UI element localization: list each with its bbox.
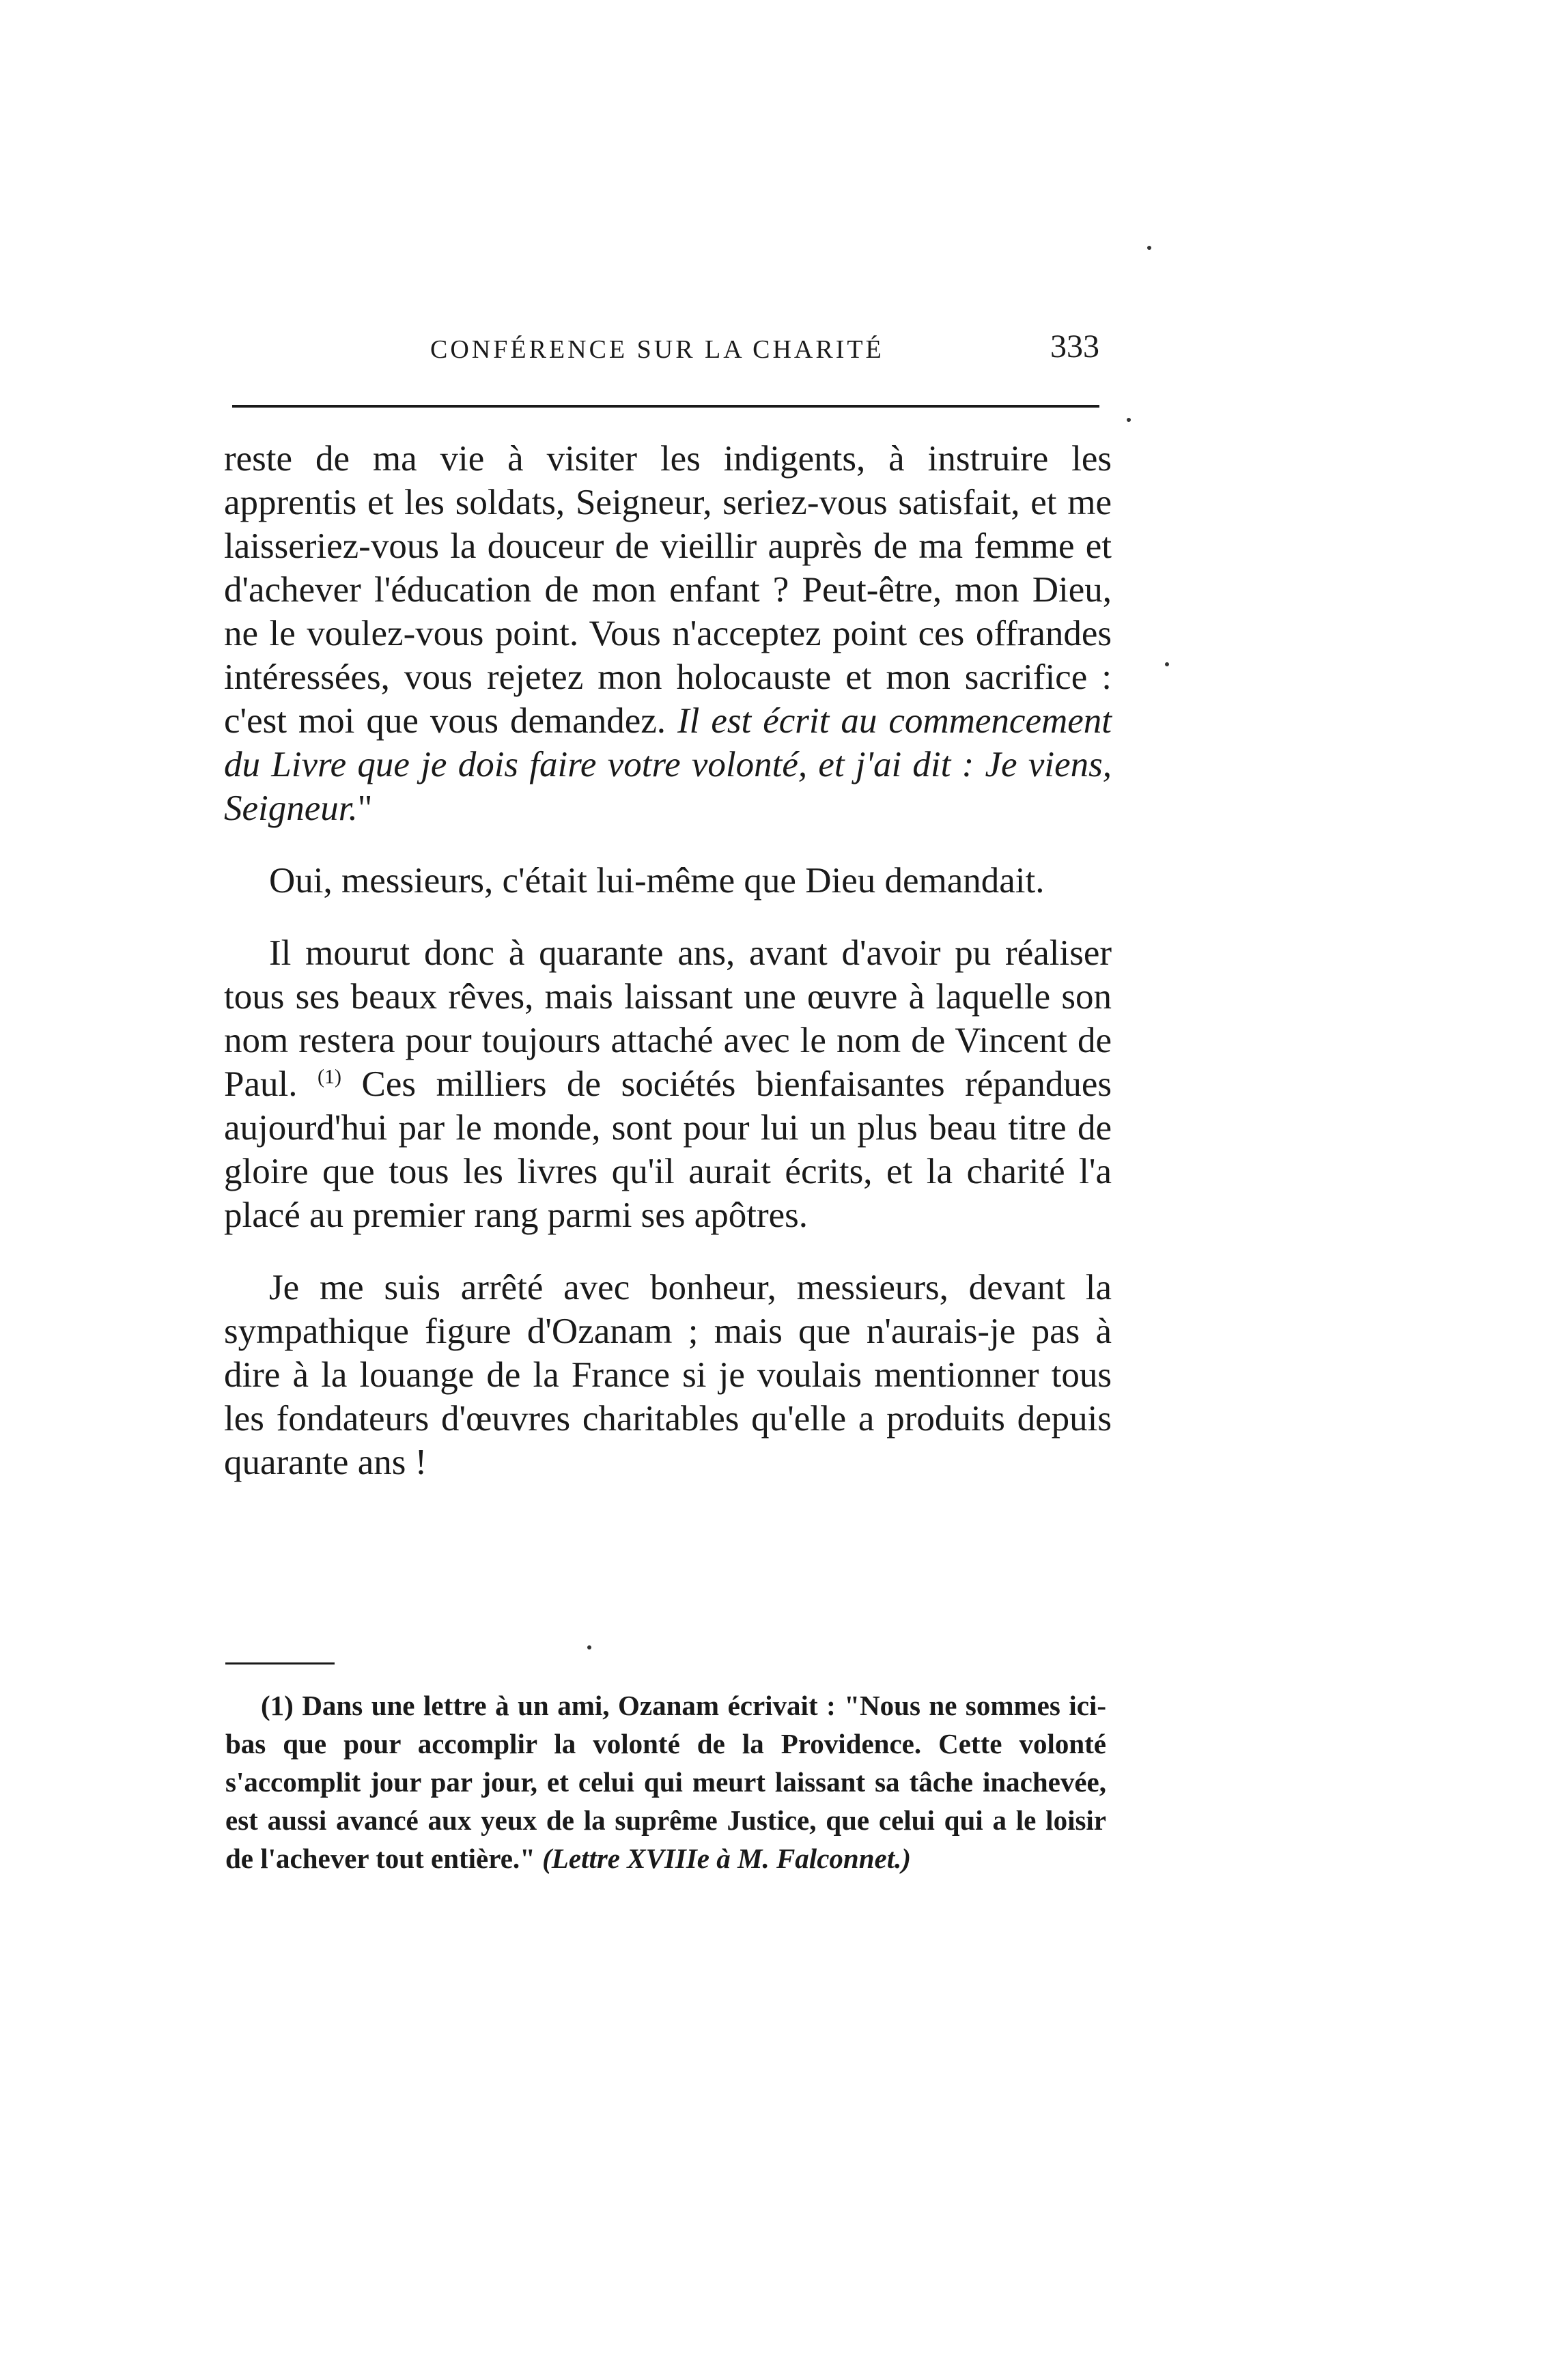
paragraph: Je me suis arrêté avec bonheur, messieurs, devant la sympathique figure d'Ozanam ; mais que n'aurais-je pas à dire à la louange de la France si je voulais mentionner tous les fondateurs d'œuvres charitables qu'elle a produits depuis quarante ans ! (224, 1268, 1112, 1482)
footnote-reference: (1) (318, 1065, 341, 1088)
print-speck (1147, 246, 1151, 250)
paragraph-text: reste de ma vie à visiter les indigents, à instruire les apprentis et les soldats, Seigneur, seriez-vous satisfait, et me laisseriez-vous la douceur de vieillir auprès de ma femme et d'achever l'éducation de mon enfant ? Peut-être, mon Dieu, ne le voulez-vous point. Vous n'acceptez point ces offrandes intéressées, vous rejetez mon holocauste et mon sacrifice : c'est moi que vous demandez. (224, 439, 1112, 741)
print-speck (587, 1645, 591, 1649)
closing-quote: " (357, 789, 373, 828)
footnote-text: (1) Dans une lettre à un ami, Ozanam écrivait : "Nous ne sommes ici-bas que pour accomplir la volonté de la Providence. Cette volonté s'accomplit jour par jour, et celui qui meurt laissant sa tâche inachevée, est aussi avancé aux yeux de la suprême Justice, que celui qui a le loisir de l'achever tout entière." (225, 1690, 1106, 1874)
body-text (224, 437, 1112, 1513)
page-number: 333 (1050, 328, 1099, 365)
paragraph: Oui, messieurs, c'était lui-même que Dieu demandait. (269, 861, 1045, 901)
paragraph-text: Ces milliers de sociétés bienfaisantes répandues aujourd'hui par le monde, sont pour lui un plus beau titre de gloire que tous les livres qu'il aurait écrits, et la charité l'a placé au premier rang parmi ses apôtres. (224, 1064, 1112, 1235)
footnote (225, 1686, 1106, 1878)
paragraph-text: Il mourut donc à quarante ans, avant d'avoir pu réaliser tous ses beaux rêves, mais laissant une œuvre à laquelle son nom restera pour toujours attaché avec le nom de Vincent de Paul. (224, 933, 1112, 1104)
footnote-rule (225, 1662, 335, 1664)
paragraph-continued (224, 437, 1112, 830)
footnote-citation: (Lettre XVIIIe à M. Falconnet.) (542, 1843, 911, 1874)
paragraph (224, 931, 1112, 1237)
italic-quotation: Il est écrit au commencement du Livre que je dois faire votre volonté, et j'ai dit : Je viens, Seigneur. (224, 701, 1112, 828)
running-head (225, 328, 1106, 376)
running-title: CONFÉRENCE SUR LA CHARITÉ (430, 335, 884, 364)
print-speck (1165, 662, 1169, 666)
print-speck (1127, 418, 1131, 422)
header-rule (232, 405, 1099, 408)
